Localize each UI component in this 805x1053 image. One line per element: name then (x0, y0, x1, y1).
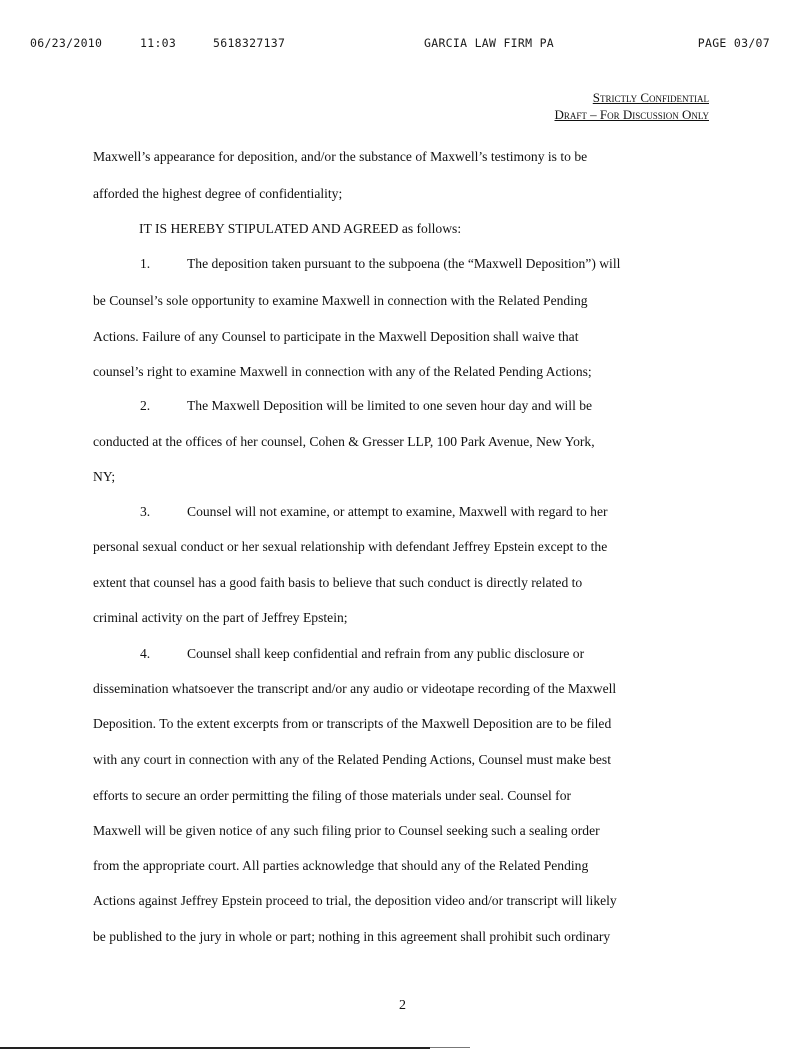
body-line: efforts to secure an order permitting the filing of those materials under seal. Counsel for (93, 788, 572, 803)
body-line: NY; (93, 469, 116, 484)
body-line: The deposition taken pursuant to the subpoena (the “Maxwell Deposition”) will (187, 256, 621, 271)
stipulation-heading: IT IS HEREBY STIPULATED AND AGREED as follows: (139, 221, 462, 236)
body-line: conducted at the offices of her counsel, Cohen & Gresser LLP, 100 Park Avenue, New York, (93, 434, 595, 449)
body-line: Deposition. To the extent excerpts from or transcripts of the Maxwell Deposition are to be filed (93, 716, 612, 731)
draft-label: Draft – For Discussion Only (554, 107, 709, 122)
body-line: Counsel shall keep confidential and refrain from any public disclosure or (187, 646, 585, 661)
paragraph-number: 1. (140, 256, 151, 271)
body-line: Maxwell will be given notice of any such filing prior to Counsel seeking such a sealing order (93, 823, 600, 838)
body-line: be published to the jury in whole or part; nothing in this agreement shall prohibit such ordinary (93, 929, 611, 944)
body-line: counsel’s right to examine Maxwell in connection with any of the Related Pending Actions; (93, 364, 592, 379)
fax-page-count: PAGE 03/07 (697, 36, 770, 50)
fax-date: 06/23/2010 (30, 36, 103, 50)
body-line: Actions against Jeffrey Epstein proceed to trial, the deposition video and/or transcript will likely (93, 893, 617, 908)
fax-firm-name: GARCIA LAW FIRM PA (424, 36, 555, 50)
body-line: from the appropriate court. All parties acknowledge that should any of the Related Pending (93, 858, 589, 873)
body-line: Counsel will not examine, or attempt to examine, Maxwell with regard to her (187, 504, 608, 519)
body-line: The Maxwell Deposition will be limited to one seven hour day and will be (187, 398, 593, 413)
body-line: extent that counsel has a good faith basis to believe that such conduct is directly related to (93, 575, 583, 590)
body-line: Actions. Failure of any Counsel to participate in the Maxwell Deposition shall waive that (93, 329, 579, 344)
scan-edge-rule (0, 1047, 430, 1049)
body-line: be Counsel’s sole opportunity to examine Maxwell in connection with the Related Pending (93, 293, 588, 308)
fax-phone: 5618327137 (213, 36, 286, 50)
body-line: personal sexual conduct or her sexual relationship with defendant Jeffrey Epstein except to the (93, 539, 608, 554)
scan-edge-rule-faint (430, 1047, 470, 1048)
body-line: criminal activity on the part of Jeffrey Epstein; (93, 610, 348, 625)
body-line: with any court in connection with any of the Related Pending Actions, Counsel must make best (93, 752, 611, 767)
paragraph-number: 2. (140, 398, 151, 413)
fax-time: 11:03 (140, 36, 177, 50)
paragraph-number: 4. (140, 646, 151, 661)
paragraph-number: 3. (140, 504, 151, 519)
page-number: 2 (399, 998, 406, 1013)
fax-header (30, 36, 770, 52)
confidential-label: Strictly Confidential (592, 90, 709, 105)
body-line: afforded the highest degree of confidentiality; (93, 186, 343, 201)
body-line: dissemination whatsoever the transcript and/or any audio or videotape recording of the Maxwell (93, 681, 617, 696)
body-line: Maxwell’s appearance for deposition, and/or the substance of Maxwell’s testimony is to be (93, 149, 588, 164)
